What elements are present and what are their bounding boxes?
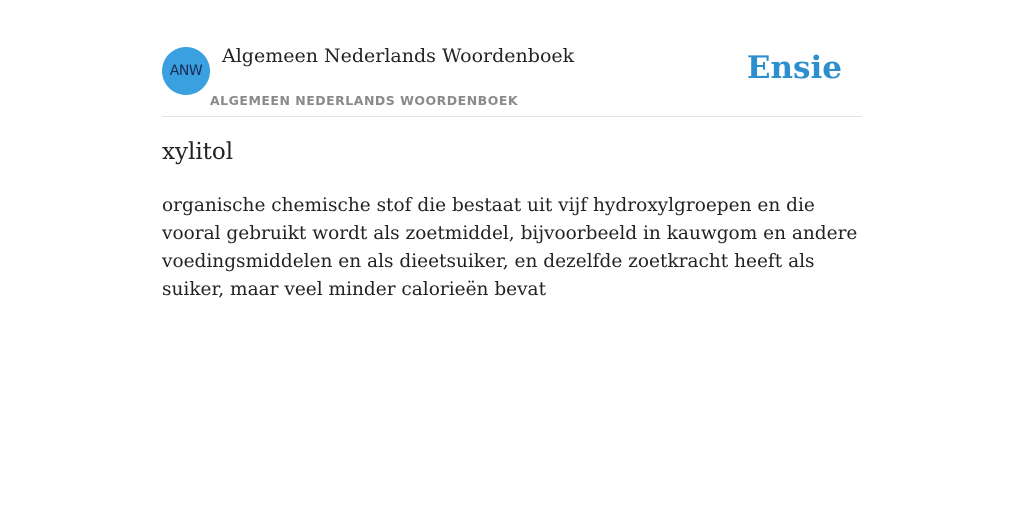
source-title[interactable]: Algemeen Nederlands Woordenboek [222,45,575,67]
logo-text: ANW [169,63,203,79]
source-subtitle: ALGEMEEN NEDERLANDS WOORDENBOEK [210,93,519,108]
entry-definition: organische chemische stof die bestaat uit vijf hydroxylgroepen en die vooral gebruikt wordt als zoetmiddel, bijvoorbeeld in kauwgom en andere voedingsmiddelen en als dieetsuiker, en dezelfde zoetkracht heeft als suiker, maar veel minder calorieën bevat [162,195,858,300]
entry-word: xylitol [162,139,234,165]
ensie-logo[interactable]: Ensie [746,50,842,86]
anw-logo[interactable] [162,47,210,95]
card-header [162,0,862,117]
entry-card [162,0,862,300]
